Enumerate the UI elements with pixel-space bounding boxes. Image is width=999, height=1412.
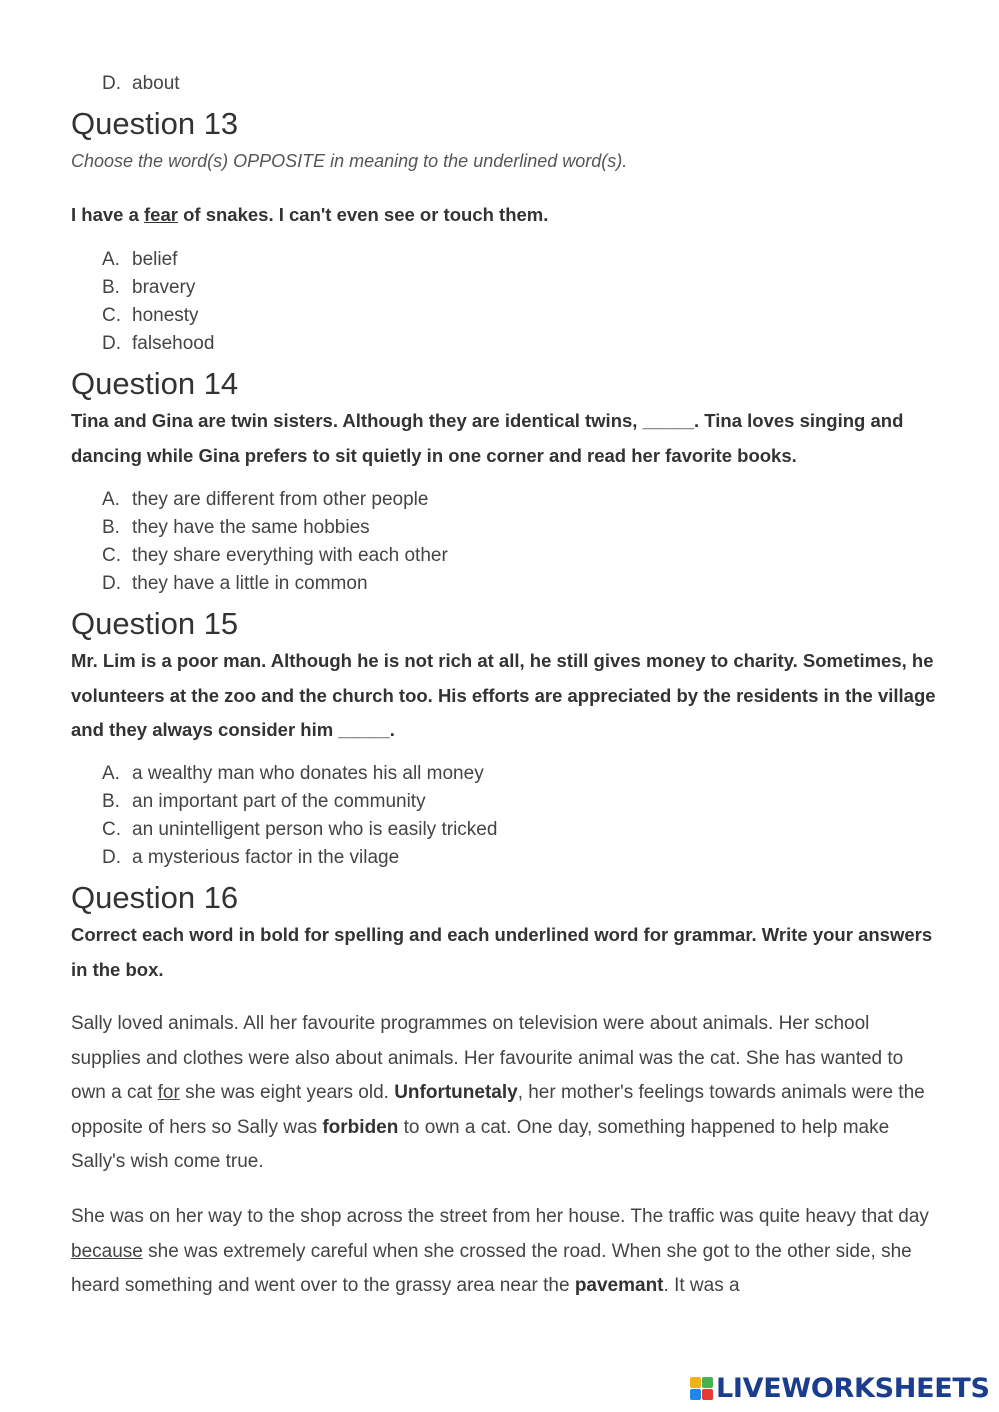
q13-option-c[interactable] (71, 302, 199, 330)
passage-text: Sally loved animals. All her favourite programmes on television were about animals. Her school supplies and clothes were also about animals. Her favourite animal was the cat. She has wanted to own a cat (71, 1013, 904, 1103)
passage-text: she was eight years old. (179, 1082, 395, 1103)
option-letter: D. (102, 573, 121, 594)
question-13-prompt (71, 198, 548, 232)
passage-paragraph-2 (71, 1200, 941, 1304)
bold-word: forbiden (322, 1116, 399, 1138)
liveworksheets-logo[interactable] (690, 1372, 990, 1404)
logo-text: LIVEWORKSHEETS (716, 1372, 990, 1404)
q15-option-a[interactable] (71, 760, 484, 788)
prompt-text: I have a (71, 204, 145, 225)
option-letter: B. (102, 277, 120, 298)
passage-text: to own a cat. One day, something happened to help make Sally's wish come true. (71, 1116, 890, 1172)
option-letter: A. (102, 249, 120, 270)
option-letter: C. (102, 305, 121, 326)
q13-option-b[interactable] (71, 274, 195, 302)
question-15-title: Question 15 (71, 606, 239, 641)
logo-square (702, 1389, 713, 1400)
option-letter: D. (102, 73, 121, 94)
option-letter: A. (102, 489, 120, 510)
question-15-prompt: Mr. Lim is a poor man. Although he is not rich at all, he still gives money to charity. Sometimes, he volunteers at the zoo and the church too. His efforts are appreciated by the residents in the village and they always consider him _____. (71, 650, 936, 740)
logo-mark-icon (690, 1377, 713, 1400)
question-13-title: Question 13 (71, 106, 239, 141)
option-letter: B. (102, 791, 120, 812)
bold-word: pavemant (574, 1275, 664, 1296)
logo-square (690, 1377, 701, 1388)
q14-option-c[interactable] (71, 542, 448, 570)
logo-square (702, 1377, 713, 1388)
q13-option-d[interactable] (71, 330, 214, 358)
question-14-title: Question 14 (71, 366, 239, 401)
q13-option-a[interactable] (71, 246, 177, 274)
option-text: an important part of the community (132, 791, 426, 812)
passage-text: , her mother's feelings towards animals were the opposite of hers so Sally was (71, 1082, 925, 1138)
q15-option-b[interactable] (71, 788, 426, 816)
option-text: about (132, 73, 180, 94)
q14-option-a[interactable] (71, 486, 428, 514)
question-14-prompt: Tina and Gina are twin sisters. Although they are identical twins, _____. Tina loves singing and dancing while Gina prefers to sit quietly in one corner and read her favorite books. (71, 410, 904, 466)
option-text: they are different from other people (132, 489, 429, 510)
q15-option-c[interactable] (71, 816, 497, 844)
option-text: honesty (132, 305, 199, 326)
option-text: a mysterious factor in the vilage (132, 847, 400, 868)
underlined-word: for (157, 1082, 180, 1103)
question-13-instruction: Choose the word(s) OPPOSITE in meaning to the underlined word(s). (71, 151, 628, 171)
passage-text: she was extremely careful when she crossed the road. When she got to the other side, she heard something and went over to the grassy area near the (71, 1240, 912, 1296)
option-text: they share everything with each other (132, 545, 448, 566)
option-text: they have a little in common (132, 573, 368, 594)
passage-text: . It was a (663, 1275, 740, 1296)
option-text: belief (132, 249, 178, 270)
logo-square (690, 1389, 701, 1400)
option-letter: B. (102, 517, 120, 538)
question-16-instruction: Correct each word in bold for spelling and each underlined word for grammar. Write your answers in the box. (71, 924, 933, 980)
option-letter: D. (102, 333, 121, 354)
option-text: they have the same hobbies (132, 517, 370, 538)
question-16-title: Question 16 (71, 880, 239, 915)
option-text: bravery (132, 277, 196, 298)
option-text: a wealthy man who donates his all money (132, 763, 484, 784)
q14-option-b[interactable] (71, 514, 370, 542)
underlined-word: fear (144, 204, 178, 225)
passage-paragraph-1 (71, 1007, 941, 1180)
underlined-word: because (71, 1240, 143, 1262)
option-letter: C. (102, 545, 121, 566)
option-letter: D. (102, 847, 121, 868)
q14-option-d[interactable] (71, 570, 368, 598)
q15-option-d[interactable] (71, 844, 399, 872)
prompt-text: of snakes. I can't even see or touch them. (177, 204, 549, 225)
option-text: an unintelligent person who is easily tricked (132, 819, 498, 840)
option-text: falsehood (132, 333, 215, 354)
option-d-prev[interactable] (71, 70, 180, 98)
option-letter: C. (102, 819, 121, 840)
option-letter: A. (102, 763, 120, 784)
bold-word: Unfortunetaly (394, 1082, 518, 1103)
passage-text: She was on her way to the shop across the street from her house. The traffic was quite heavy that day (71, 1206, 929, 1227)
